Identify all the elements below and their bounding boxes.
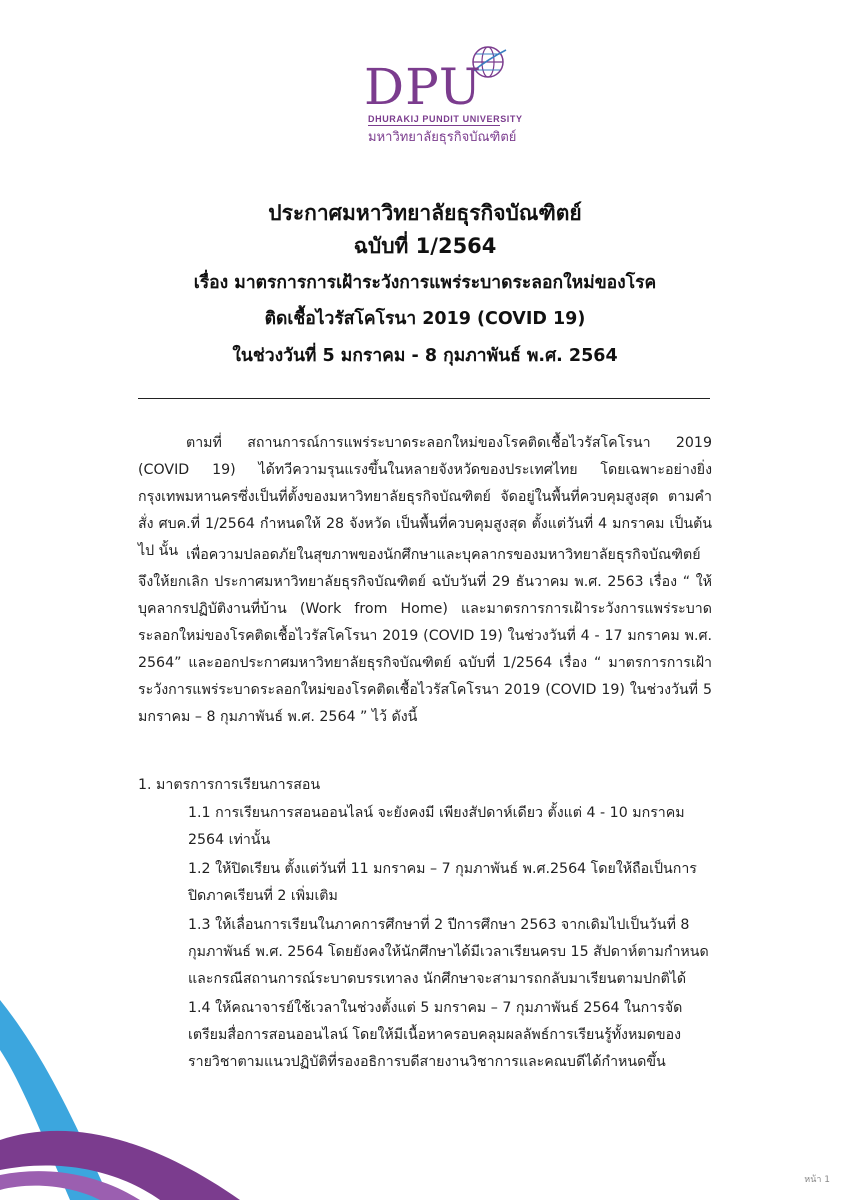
logo-name-en: DHURAKIJ PUNDIT UNIVERSITY (368, 114, 523, 124)
list-item: 1.1 การเรียนการสอนออนไลน์ จะยังคงมี เพียงสัปดาห์เดียว ตั้งแต่ 4 - 10 มกราคม 2564 เท่านั้น (188, 805, 685, 848)
university-logo (360, 40, 523, 150)
list-item: 1.2 ให้ปิดเรียน ตั้งแต่วันที่ 11 มกราคม – 7 กุมภาพันธ์ พ.ศ.2564 โดยให้ถือเป็นการปิดภาคเรียนที่ 2 เพิ่มเติม (188, 861, 697, 904)
announcement-title: ประกาศมหาวิทยาลัยธุรกิจบัณฑิตย์ (268, 201, 582, 225)
logo-name-th: มหาวิทยาลัยธุรกิจบัณฑิตย์ (368, 130, 517, 145)
logo-mark: DPU (364, 58, 482, 116)
list-item: 1.3 ให้เลื่อนการเรียนในภาคการศึกษาที่ 2 ปีการศึกษา 2563 จากเดิมไปเป็นวันที่ 8 กุมภาพันธ์ พ.ศ. 2564 โดยยังคงให้นักศึกษาได้มีเวลาเรียนครบ 15 สัปดาห์ตามกำหนด และกรณีสถานการณ์ระบาดบรรเทาลง นักศึกษาจะสามารถกลับมาเรียนตามปกติได้ (188, 917, 709, 987)
divider (138, 398, 710, 399)
paragraph-2 (138, 542, 712, 731)
page-number: หน้า 1 (804, 1175, 830, 1185)
subject-line-2: ติดเชื้อไวรัสโคโรนา 2019 (COVID 19) (264, 309, 586, 329)
announcement-number: ฉบับที่ 1/2564 (353, 234, 497, 258)
date-range: ในช่วงวันที่ 5 มกราคม - 8 กุมภาพันธ์ พ.ศ. 2564 (232, 346, 618, 366)
decorative-swoosh (0, 990, 240, 1200)
list-item: 1.4 ให้คณาจารย์ใช้เวลาในช่วงตั้งแต่ 5 มกราคม – 7 กุมภาพันธ์ 2564 ในการจัดเตรียมสื่อการสอนออนไลน์ โดยให้มีเนื้อหาครอบคลุมผลลัพธ์การเรียนรู้ทั้งหมดของรายวิชาตามแนวปฏิบัติที่รองอธิการบดีสายงานวิชาการและคณบดีได้กำหนดขึ้น (188, 1000, 683, 1070)
section-title: 1. มาตรการการเรียนการสอน (138, 777, 321, 793)
paragraph-2-text: เพื่อความปลอดภัยในสุขภาพของนักศึกษาและบุคลากรของมหาวิทยาลัยธุรกิจบัณฑิตย์ จึงให้ยกเลิก ประกาศมหาวิทยาลัยธุรกิจบัณฑิตย์ ฉบับวันที่ 29 ธันวาคม พ.ศ. 2563 เรื่อง “ ให้บุคลากรปฏิบัติงานที่บ้าน (Work from Home) และมาตรการการเฝ้าระวังการแพร่ระบาดระลอกใหม่ของโรคติดเชื้อไวรัสโคโรนา 2019 (COVID 19) ในช่วงวันที่ 4 - 17 มกราคม พ.ศ. 2564” และออกประกาศมหาวิทยาลัยธุรกิจบัณฑิตย์ ฉบับที่ 1/2564 เรื่อง “ มาตรการการเฝ้าระวังการแพร่ระบาดระลอกใหม่ของโรคติดเชื้อไวรัสโคโรนา 2019 (COVID 19) ในช่วงวันที่ 5 มกราคม – 8 กุมภาพันธ์ พ.ศ. 2564 ” ไว้ ดังนี้ (138, 547, 712, 725)
subject-line-1: เรื่อง มาตรการการเฝ้าระวังการแพร่ระบาดระลอกใหม่ของโรค (193, 273, 657, 293)
paragraph-1-text: ตามที่ สถานการณ์การแพร่ระบาดระลอกใหม่ของโรคติดเชื้อไวรัสโคโรนา 2019 (COVID 19) ได้ทวีความรุนแรงขึ้นในหลายจังหวัดของประเทศไทย โดยเฉพาะอย่างยิ่งกรุงเทพมหานครซึ่งเป็นที่ตั้งของมหาวิทยาลัยธุรกิจบัณฑิตย์ จัดอยู่ในพื้นที่ควบคุมสูงสุด ตามคำสั่ง ศบค.ที่ 1/2564 กำหนดให้ 28 จังหวัด เป็นพื้นที่ควบคุมสูงสุด ตั้งแต่วันที่ 4 มกราคม เป็นต้นไป นั้น (138, 435, 712, 559)
